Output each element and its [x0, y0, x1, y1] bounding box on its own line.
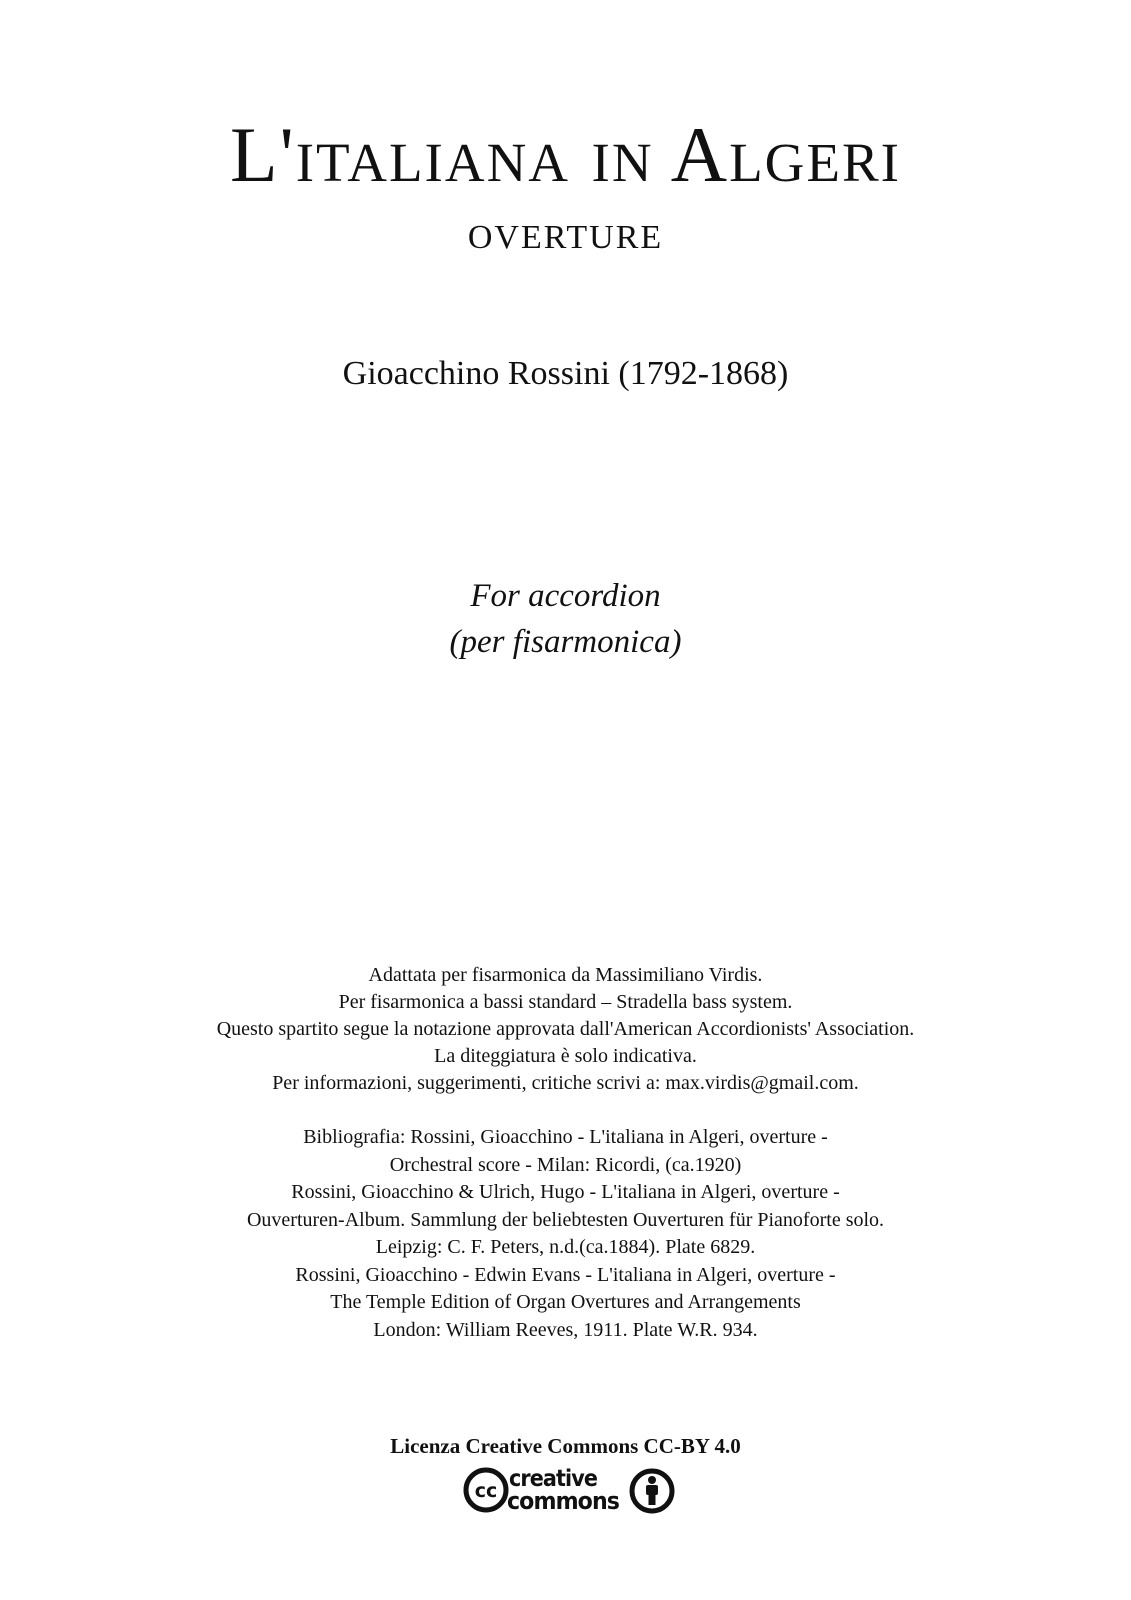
license-text: Licenza Creative Commons CC-BY 4.0	[390, 1434, 741, 1458]
note-line: Per fisarmonica a bassi standard – Stradella bass system.	[338, 991, 793, 1013]
composer: Gioacchino Rossini (1792-1868)	[342, 355, 789, 392]
instrumentation-italian: (per fisarmonica)	[449, 624, 682, 660]
page-title: L'italiana in Algeri	[230, 111, 901, 198]
bibliography-line: Rossini, Gioacchino & Ulrich, Hugo - L'italiana in Algeri, overture -	[291, 1181, 840, 1203]
arrangement-notes	[0, 962, 1131, 1097]
bibliography-line: Rossini, Gioacchino - Edwin Evans - L'italiana in Algeri, overture -	[295, 1263, 836, 1286]
bibliography-line: London: William Reeves, 1911. Plate W.R. 934.	[373, 1318, 758, 1341]
bibliography-line: Bibliografia: Rossini, Gioacchino - L'italiana in Algeri, overture -	[303, 1126, 828, 1148]
page-subtitle: OVERTURE	[467, 219, 664, 256]
instrumentation-english: For accordion	[470, 578, 661, 614]
note-line: Questo spartito segue la notazione approvata dall'American Accordionists' Association.	[216, 1018, 915, 1040]
bibliography-line: The Temple Edition of Organ Overtures and Arrangements	[330, 1291, 801, 1313]
attribution-icon	[632, 1471, 672, 1511]
bibliography	[0, 1124, 1131, 1344]
note-line: La diteggiatura è solo indicativa.	[434, 1045, 697, 1067]
note-line: Per informazioni, suggerimenti, critiche scrivi a: max.virdis@gmail.com.	[272, 1072, 859, 1094]
logo-word-creative: creative	[509, 1466, 598, 1492]
note-line: Adattata per fisarmonica da Massimiliano Virdis.	[368, 964, 763, 986]
bibliography-line: Ouverturen-Album. Sammlung der beliebtesten Ouverturen für Pianoforte solo.	[246, 1208, 885, 1231]
creative-commons-by-icon	[462, 1465, 687, 1515]
bibliography-line: Orchestral score - Milan: Ricordi, (ca.1920)	[389, 1153, 742, 1176]
bibliography-line: Leipzig: C. F. Peters, n.d.(ca.1884). Plate 6829.	[375, 1236, 756, 1258]
cc-mark: cc	[474, 1480, 498, 1502]
logo-word-commons: commons	[507, 1487, 620, 1515]
